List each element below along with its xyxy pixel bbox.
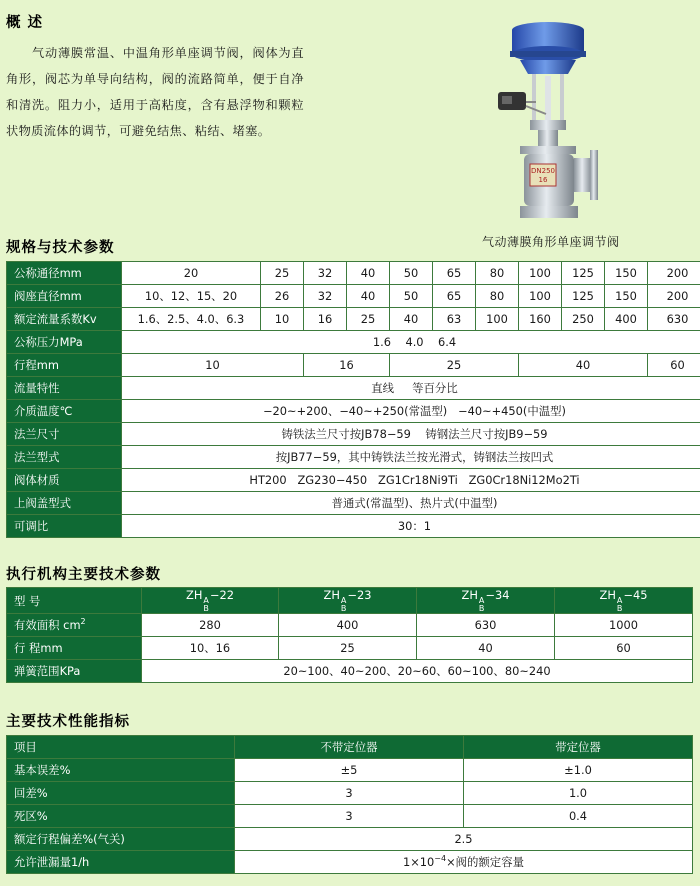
valve-image bbox=[490, 18, 610, 226]
actuator-stroke-cell: 25 bbox=[279, 637, 417, 660]
actuator-stroke-cell: 40 bbox=[417, 637, 555, 660]
spec-cell: 26 bbox=[261, 285, 304, 308]
actuator-stroke-label: 行 程mm bbox=[7, 637, 142, 660]
spec-row-label: 阀座直径mm bbox=[7, 285, 122, 308]
spec-value: 30：1 bbox=[122, 515, 700, 538]
spec-cell: 40 bbox=[519, 354, 648, 377]
spec-row bbox=[7, 423, 700, 446]
spec-row-label: 上阀盖型式 bbox=[7, 492, 122, 515]
spec-row bbox=[7, 515, 700, 538]
spec-cell: 16 bbox=[304, 308, 347, 331]
spec-row-label: 公称压力MPa bbox=[7, 331, 122, 354]
actuator-heading: 执行机构主要技术参数 bbox=[6, 567, 161, 583]
perf-row bbox=[7, 782, 693, 805]
perf-cell: 3 bbox=[235, 782, 464, 805]
spec-cell: 80 bbox=[476, 285, 519, 308]
perf-row-label: 死区% bbox=[7, 805, 235, 828]
actuator-area-cell: 1000 bbox=[555, 614, 693, 637]
spec-row bbox=[7, 308, 700, 331]
perf-row bbox=[7, 805, 693, 828]
spec-cell: 125 bbox=[562, 262, 605, 285]
spec-row-label: 法兰尺寸 bbox=[7, 423, 122, 446]
spec-value: −20~+200、−40~+250(常温型) −40~+450(中温型) bbox=[122, 400, 700, 423]
perf-row-label: 基本误差% bbox=[7, 759, 235, 782]
actuator-table bbox=[6, 587, 693, 683]
spec-value: 普通式(常温型)、热片式(中温型) bbox=[122, 492, 700, 515]
spec-row bbox=[7, 354, 700, 377]
overview-text: 气动薄膜常温、中温角形单座调节阀，阀体为直角形，阀芯为单导向结构，阀的流路简单，便于自净和清洗。阻力小，适用于高粘度，含有悬浮物和颗粒状物质流体的调节，可避免结焦、粘结、堵塞。 bbox=[6, 46, 304, 138]
actuator-model: ZH A B −22 bbox=[142, 588, 279, 614]
actuator-stroke-cell: 60 bbox=[555, 637, 693, 660]
spec-value: 铸铁法兰尺寸按JB78−59 铸钢法兰尺寸按JB9−59 bbox=[122, 423, 700, 446]
spec-cell: 100 bbox=[519, 285, 562, 308]
spec-cell: 16 bbox=[304, 354, 390, 377]
spec-cell: 63 bbox=[433, 308, 476, 331]
spec-cell: 630 bbox=[648, 308, 700, 331]
perf-table bbox=[6, 735, 693, 874]
spec-row-label: 可调比 bbox=[7, 515, 122, 538]
spec-cell: 32 bbox=[304, 285, 347, 308]
spec-value: 1.6 4.0 6.4 bbox=[122, 331, 700, 354]
perf-header-positioner: 带定位器 bbox=[464, 736, 693, 759]
spec-cell: 250 bbox=[562, 308, 605, 331]
perf-cell: ±1.0 bbox=[464, 759, 693, 782]
actuator-area-row bbox=[7, 614, 693, 637]
spec-row-label: 公称通径mm bbox=[7, 262, 122, 285]
actuator-area-cell: 280 bbox=[142, 614, 279, 637]
actuator-model: ZH A B −23 bbox=[279, 588, 417, 614]
spec-cell: 400 bbox=[605, 308, 648, 331]
actuator-model: ZH A B −34 bbox=[417, 588, 555, 614]
actuator-spring-value: 20~100、40~200、20~60、60~100、80~240 bbox=[142, 660, 693, 683]
perf-cell: 0.4 bbox=[464, 805, 693, 828]
nameplate-line1: DN250 bbox=[531, 167, 555, 175]
perf-cell: 1.0 bbox=[464, 782, 693, 805]
spec-cell: 32 bbox=[304, 262, 347, 285]
spec-row-label: 介质温度℃ bbox=[7, 400, 122, 423]
spec-cell: 150 bbox=[605, 262, 648, 285]
spec-row-label: 阀体材质 bbox=[7, 469, 122, 492]
spec-cell: 80 bbox=[476, 262, 519, 285]
nameplate-line2: 16 bbox=[538, 176, 548, 184]
spec-cell: 40 bbox=[347, 285, 390, 308]
perf-cell: ±5 bbox=[235, 759, 464, 782]
perf-heading: 主要技术性能指标 bbox=[6, 714, 130, 730]
spec-cell: 200 bbox=[648, 285, 700, 308]
actuator-spring-label: 弹簧范围KPa bbox=[7, 660, 142, 683]
spec-cell: 100 bbox=[519, 262, 562, 285]
perf-header-item: 项目 bbox=[7, 736, 235, 759]
perf-deviation-value: 2.5 bbox=[235, 828, 693, 851]
spec-cell: 25 bbox=[390, 354, 519, 377]
spec-value: 直线 等百分比 bbox=[122, 377, 700, 400]
spec-value: HT200 ZG230−450 ZG1Cr18Ni9Ti ZG0Cr18Ni12Mo2Ti bbox=[122, 469, 700, 492]
spec-row bbox=[7, 331, 700, 354]
spec-cell: 25 bbox=[261, 262, 304, 285]
spec-cell: 100 bbox=[476, 308, 519, 331]
perf-leak-label: 允许泄漏量1/h bbox=[7, 851, 235, 874]
spec-row bbox=[7, 469, 700, 492]
spec-heading: 规格与技术参数 bbox=[6, 240, 115, 256]
perf-row bbox=[7, 759, 693, 782]
actuator-area-cell: 400 bbox=[279, 614, 417, 637]
spec-cell: 60 bbox=[648, 354, 700, 377]
perf-header-row bbox=[7, 736, 693, 759]
spec-value: 按JB77−59，其中铸铁法兰按光滑式，铸钢法兰按凹式 bbox=[122, 446, 700, 469]
spec-row bbox=[7, 262, 700, 285]
spec-row bbox=[7, 285, 700, 308]
spec-cell: 40 bbox=[390, 308, 433, 331]
perf-cell: 3 bbox=[235, 805, 464, 828]
perf-deviation-row bbox=[7, 828, 693, 851]
actuator-stroke-cell: 10、16 bbox=[142, 637, 279, 660]
spec-table bbox=[6, 261, 700, 538]
spec-row-label: 额定流量系数Kv bbox=[7, 308, 122, 331]
spec-cell: 10、12、15、20 bbox=[122, 285, 261, 308]
spec-row bbox=[7, 400, 700, 423]
spec-cell: 10 bbox=[122, 354, 304, 377]
actuator-model-label: 型 号 bbox=[7, 588, 142, 614]
spec-cell: 200 bbox=[648, 262, 700, 285]
spec-row bbox=[7, 446, 700, 469]
spec-row bbox=[7, 492, 700, 515]
spec-cell: 25 bbox=[347, 308, 390, 331]
actuator-area-cell: 630 bbox=[417, 614, 555, 637]
spec-cell: 50 bbox=[390, 285, 433, 308]
valve-caption: 气动薄膜角形单座调节阀 bbox=[482, 235, 620, 249]
perf-deviation-label: 额定行程偏差%(气关) bbox=[7, 828, 235, 851]
spec-cell: 10 bbox=[261, 308, 304, 331]
spec-row-label: 行程mm bbox=[7, 354, 122, 377]
spec-cell: 40 bbox=[347, 262, 390, 285]
spec-row bbox=[7, 377, 700, 400]
overview-heading: 概 述 bbox=[6, 15, 44, 31]
spec-cell: 125 bbox=[562, 285, 605, 308]
spec-cell: 160 bbox=[519, 308, 562, 331]
spec-row-label: 法兰型式 bbox=[7, 446, 122, 469]
perf-leak-value: $1\times 10^{-4}\times$阀的额定容量 bbox=[235, 851, 693, 874]
perf-row-label: 回差% bbox=[7, 782, 235, 805]
actuator-model-row bbox=[7, 588, 693, 614]
actuator-model: ZH A B −45 bbox=[555, 588, 693, 614]
spec-cell: 65 bbox=[433, 262, 476, 285]
actuator-area-label: 有效面积 $cm^2$ bbox=[7, 614, 142, 637]
spec-cell: 150 bbox=[605, 285, 648, 308]
actuator-spring-row bbox=[7, 660, 693, 683]
spec-cell: 1.6、2.5、4.0、6.3 bbox=[122, 308, 261, 331]
spec-cell: 50 bbox=[390, 262, 433, 285]
perf-header-no-positioner: 不带定位器 bbox=[235, 736, 464, 759]
spec-cell: 20 bbox=[122, 262, 261, 285]
perf-leak-row bbox=[7, 851, 693, 874]
actuator-stroke-row bbox=[7, 637, 693, 660]
spec-row-label: 流量特性 bbox=[7, 377, 122, 400]
spec-cell: 65 bbox=[433, 285, 476, 308]
